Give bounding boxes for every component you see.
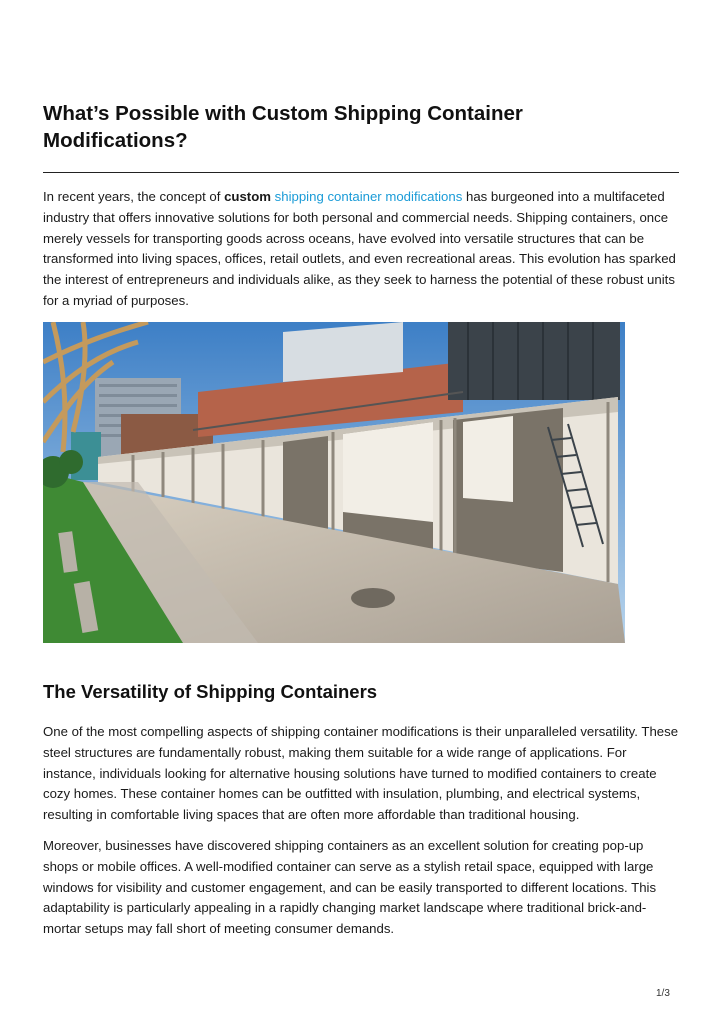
container-building-photo (43, 322, 625, 643)
title-divider (43, 172, 679, 173)
section-heading: The Versatility of Shipping Containers (43, 681, 378, 702)
shipping-container-modifications-link[interactable]: shipping container modifications (274, 189, 463, 204)
article-title: What’s Possible with Custom Shipping Container Modifications? (43, 102, 523, 152)
intro-lead: In recent years, the concept of (43, 189, 225, 204)
paragraph-versatility: One of the most compelling aspects of shipping container modifications is their unparalleled versatility. These steel structures are fundamentally robust, making them suitable for a wide range of applications. For instance, individuals looking for alternative housing solutions have turned to modified containers to create cozy homes. These container homes can be outfitted with insulation, plumbing, and electrical systems, resulting in comfortable living spaces that are often more affordable than traditional housing. (43, 724, 679, 823)
intro-paragraph (43, 187, 679, 312)
page-number: 1/3 (656, 988, 670, 999)
paragraph-business: Moreover, businesses have discovered shipping containers as an excellent solution for creating pop-up shops or mobile offices. A well-modified container can serve as a stylish retail space, equipped with large windows for visibility and customer engagement, and can be easily transported to different locations. This adaptability is particularly appealing in a rapidly changing market landscape where traditional brick-and-mortar setups may fall short of meeting consumer demands. (43, 838, 657, 937)
intro-bold-word: custom (224, 189, 271, 204)
intro-rest: has burgeoned into a multifaceted industry that offers innovative solutions for both personal and commercial needs. Shipping containers, once merely vessels for transporting goods across oceans, have evolved into versatile structures that can be transformed into living spaces, offices, retail outlets, and even recreational areas. This evolution has sparked the interest of entrepreneurs and individuals alike, as they seek to harness the potential of these robust units for a myriad of purposes. (43, 189, 676, 308)
